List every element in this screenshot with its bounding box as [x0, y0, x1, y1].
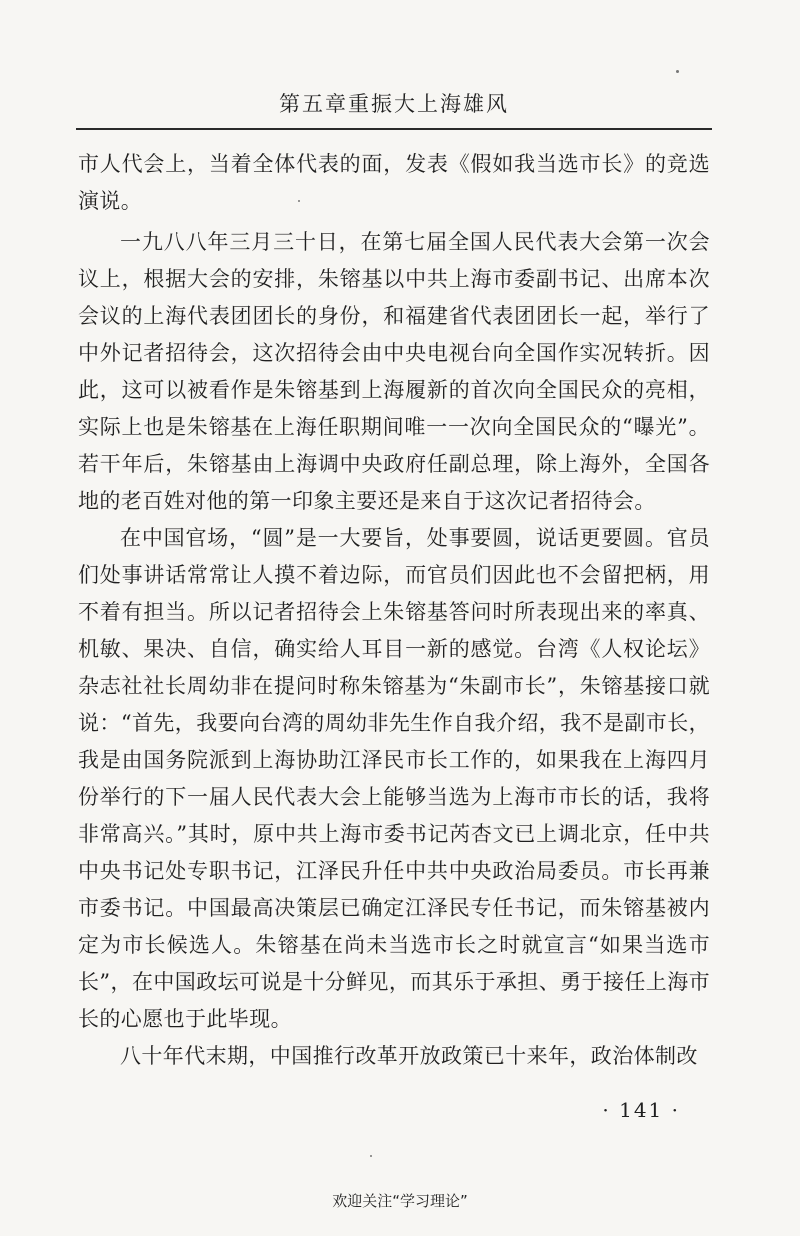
paragraph-officialdom: 在中国官场，“圆”是一大要旨，处事要圆，说话更要圆。官员们处事讲话常常让人摸不着边际，而官员们因此也不会留把柄，用不着有担当。所以记者招待会上朱镕基答问时所表现出来的率真、机敏、果决、自信，确实给人耳目一新的感觉。台湾《人权论坛》杂志社社长周幼非在提问时称朱镕基为“朱副市长”，朱镕基接口就说：“首先，我要向台湾的周幼非先生作自我介绍，我不是副市长，我是由国务院派到上海协助江泽民市长工作的，如果我在上海四月份举行的下一届人民代表大会上能够当选为上海市市长的话，我将非常高兴。”其时，原中共上海市委书记芮杏文已上调北京，任中共中央书记处专职书记，江泽民升任中共中央政治局委员。市长再兼市委书记。中国最高决策层已确定江泽民专任书记，而朱镕基被内定为市长候选人。朱镕基在尚未当选市长之时就宣言“如果当选市长”，在中国政坛可说是十分鲜见，而其乐于承担、勇于接任上海市长的心愿也于此毕现。: [78, 526, 710, 1031]
chapter-label: 第五章: [279, 92, 348, 116]
paragraph-eighties: 八十年代末期，中国推行改革开放政策已十来年，政治体制改: [120, 1044, 698, 1068]
paragraph-continuation: 市人代会上，当着全体代表的面，发表《假如我当选市长》的竞选演说。: [78, 152, 710, 213]
scan-speck: [370, 1155, 372, 1157]
body-text: [78, 146, 710, 1075]
chapter-title: 重振大上海雄风: [348, 92, 509, 116]
footer-note: 欢迎关注“学习理论”: [332, 1192, 468, 1210]
paragraph-press-conference: 一九八八年三月三十日，在第七届全国人民代表大会第一次会议上，根据大会的安排，朱镕基以中共上海市委副书记、出席本次会议的上海代表团团长的身份，和福建省代表团团长一起，举行了中外记者招待会，这次招待会由中央电视台向全国作实况转折。因此，这可以被看作是朱镕基到上海履新的首次向全国民众的亮相，实际上也是朱镕基在上海任职期间唯一一次向全国民众的“曝光”。若干年后，朱镕基由上海调中央政府任副总理，除上海外，全国各地的老百姓对他的第一印象主要还是来自于这次记者招待会。: [78, 230, 710, 513]
scan-speck: [298, 200, 300, 202]
running-header: [76, 86, 712, 130]
scan-speck: [676, 70, 679, 73]
page-number: · 141 ·: [602, 1098, 680, 1122]
